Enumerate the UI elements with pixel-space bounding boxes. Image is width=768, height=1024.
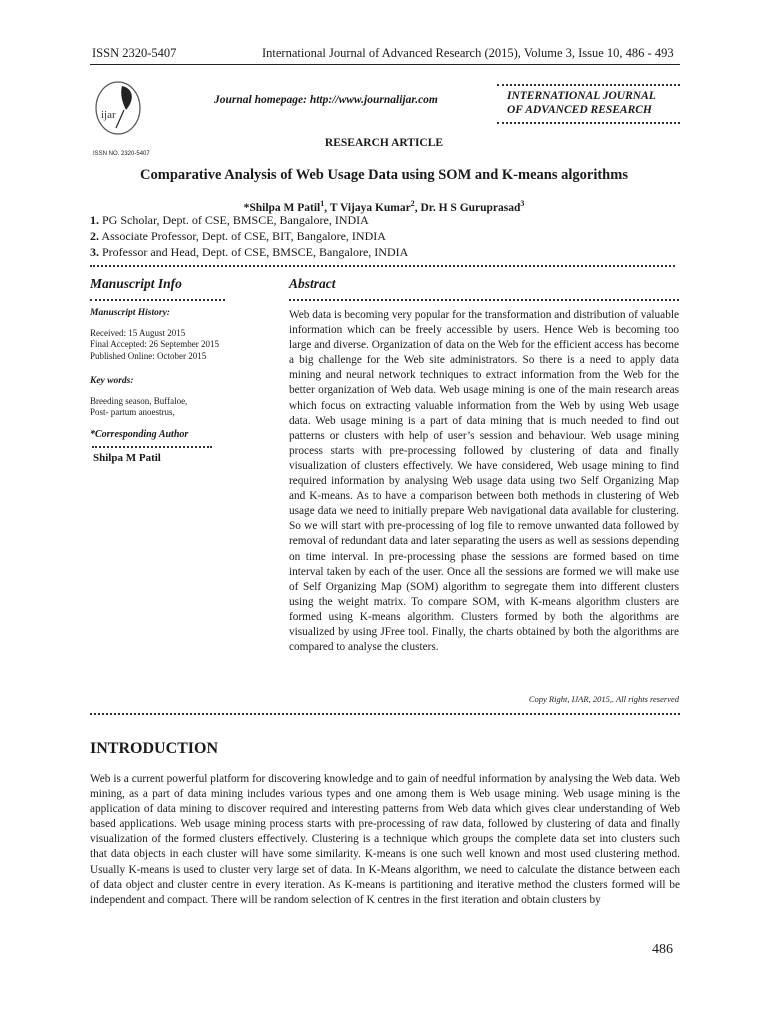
info-heading-rule — [90, 299, 225, 301]
keyword-line: Post- partum anoestrus, — [90, 407, 175, 417]
author-affil-sup: 1 — [320, 199, 325, 208]
journal-name-box — [497, 84, 680, 124]
abstract-heading-rule — [289, 299, 679, 301]
history-published: Published Online: October 2015 — [90, 350, 207, 361]
header-rule — [90, 64, 680, 65]
history-received: Received: 15 August 2015 — [90, 327, 186, 338]
issn: ISSN 2320-5407 — [92, 46, 177, 60]
author-affil-sup: 2 — [410, 199, 415, 208]
affiliations — [90, 212, 408, 260]
author-list: *Shilpa M Patil$^1$, T Vijaya Kumar$^2$, Dr. H S Guruprasad$^3$ — [243, 199, 525, 214]
corresponding-author-name: Shilpa M Patil — [93, 452, 161, 464]
paper-title: Comparative Analysis of Web Usage Data using SOM and K-means algorithms — [140, 167, 628, 183]
journal-name-line1: INTERNATIONAL JOURNAL — [507, 90, 656, 102]
section-heading-introduction: INTRODUCTION — [90, 740, 219, 757]
history-label: Manuscript History: — [90, 308, 170, 318]
title-block-rule — [90, 265, 675, 267]
author-name: Dr. H S Guruprasad — [420, 201, 521, 214]
author-affil-sup: 3 — [520, 199, 525, 208]
author-name: T Vijaya Kumar — [329, 201, 411, 214]
abstract-heading: Abstract — [289, 276, 336, 291]
corresponding-author-label: *Corresponding Author — [90, 428, 189, 440]
journal-homepage: Journal homepage: http://www.journalijar.com — [214, 94, 438, 106]
author-name: *Shilpa M Patil — [243, 201, 321, 214]
copyright-notice: Copy Right, IJAR, 2015,. All rights reserved — [528, 694, 679, 704]
keyword-line: Breeding season, Buffaloe, — [90, 395, 188, 406]
affiliation-item: 2. Associate Professor, Dept. of CSE, BIT, Bangalore, INDIA — [90, 229, 386, 243]
journal-name-top-rule — [497, 84, 680, 86]
manuscript-info-heading: Manuscript Info — [90, 276, 182, 291]
keywords-label: Key words: — [90, 376, 134, 386]
journal-reference: International Journal of Advanced Research (2015), Volume 3, Issue 10, 486 - 493 — [262, 46, 674, 60]
journal-name-bottom-rule — [497, 122, 680, 124]
page-number: 486 — [652, 942, 673, 957]
journal-name-line2: OF ADVANCED RESEARCH — [507, 104, 652, 116]
affiliation-item: 1. PG Scholar, Dept. of CSE, BMSCE, Bangalore, INDIA — [90, 213, 369, 227]
history-accepted: Final Accepted: 26 September 2015 — [90, 339, 219, 349]
introduction-text: Web is a current powerful platform for discovering knowledge and to gain of needful information by analysing the Web data. Web mining, as a part of data mining includes various types and one among them is Web usage mining. Web usage mining is the application of data mining to discover required and interesting patterns from Web data which gives clear understanding of Web based applications. Web usage mining process starts with pre-processing of raw data, followed by clustering of data and finally visualization of the formed clusters effectively. Clustering is a technique which groups the complete data set into clusters such that data objects in each cluster will have some similarity. K-means is one such well known and most used clustering method. Usually K-means is used to cluster very large set of data. In K-Means algorithm, we need to calculate the distance between each of data object and cluster centre in every iteration. As K-means is partitioning and iterative method the clusters formed will be independent and compact. There will be random selection of K centres in the first iteration and obtain clusters by — [90, 773, 680, 906]
manuscript-info — [90, 308, 270, 473]
corresponding-rule — [92, 446, 212, 448]
abstract-text: Web data is becoming very popular for the transformation and distribution of valuable information which can be freely accessible by users. Hence Web is becoming too large and diverse. Organization of data on the Web for the efficient access has become a big challenge for the Web site administrators. So there is a need to apply data mining and neural network techniques to extract information from the Web for the better organization of Web data. Web usage mining is one of the main research areas which focus on extracting valuable information from the Web by using Web usage data. Web usage mining is a part of data mining that is much needed to find out patterns or clusters with help of user’s session and behaviour. Web usage mining process starts with pre-processing followed by clustering of data and finally visualization of clusters effectively. We have considered, Web usage mining to find required information by analysing Web usage data using two Self Organizing Map and K-means. As to have a comparison between both methods in clustering of Web usage data we need to initially prepare Web navigational data available for clustering. So we will start with pre-processing of log file to remove unwanted data followed by removal of redundant data and later separating the users as well as sessions depending on time interval. In pre-processing phase the sessions are formed based on time interval taken by each of the user. Once all the sessions are formed we will make use of Self Organizing Map (SOM) algorithm to segregate them into different clusters using the weight matrix. To compare SOM, with K-means algorithm clusters are formed using K-means algorithm. Clusters formed by both the algorithms are visualized by using JFree tool. Finally, the charts obtained by both the algorithms are compared to analyse the clusters. — [289, 309, 679, 654]
logo-caption: ISSN NO. 2320-5407 — [93, 151, 150, 157]
article-type: RESEARCH ARTICLE — [324, 137, 444, 149]
abstract-bottom-rule — [90, 713, 680, 715]
affiliation-item: 3. Professor and Head, Dept. of CSE, BMSCE, Bangalore, INDIA — [90, 245, 409, 259]
svg-text:ijar: ijar — [101, 109, 116, 121]
